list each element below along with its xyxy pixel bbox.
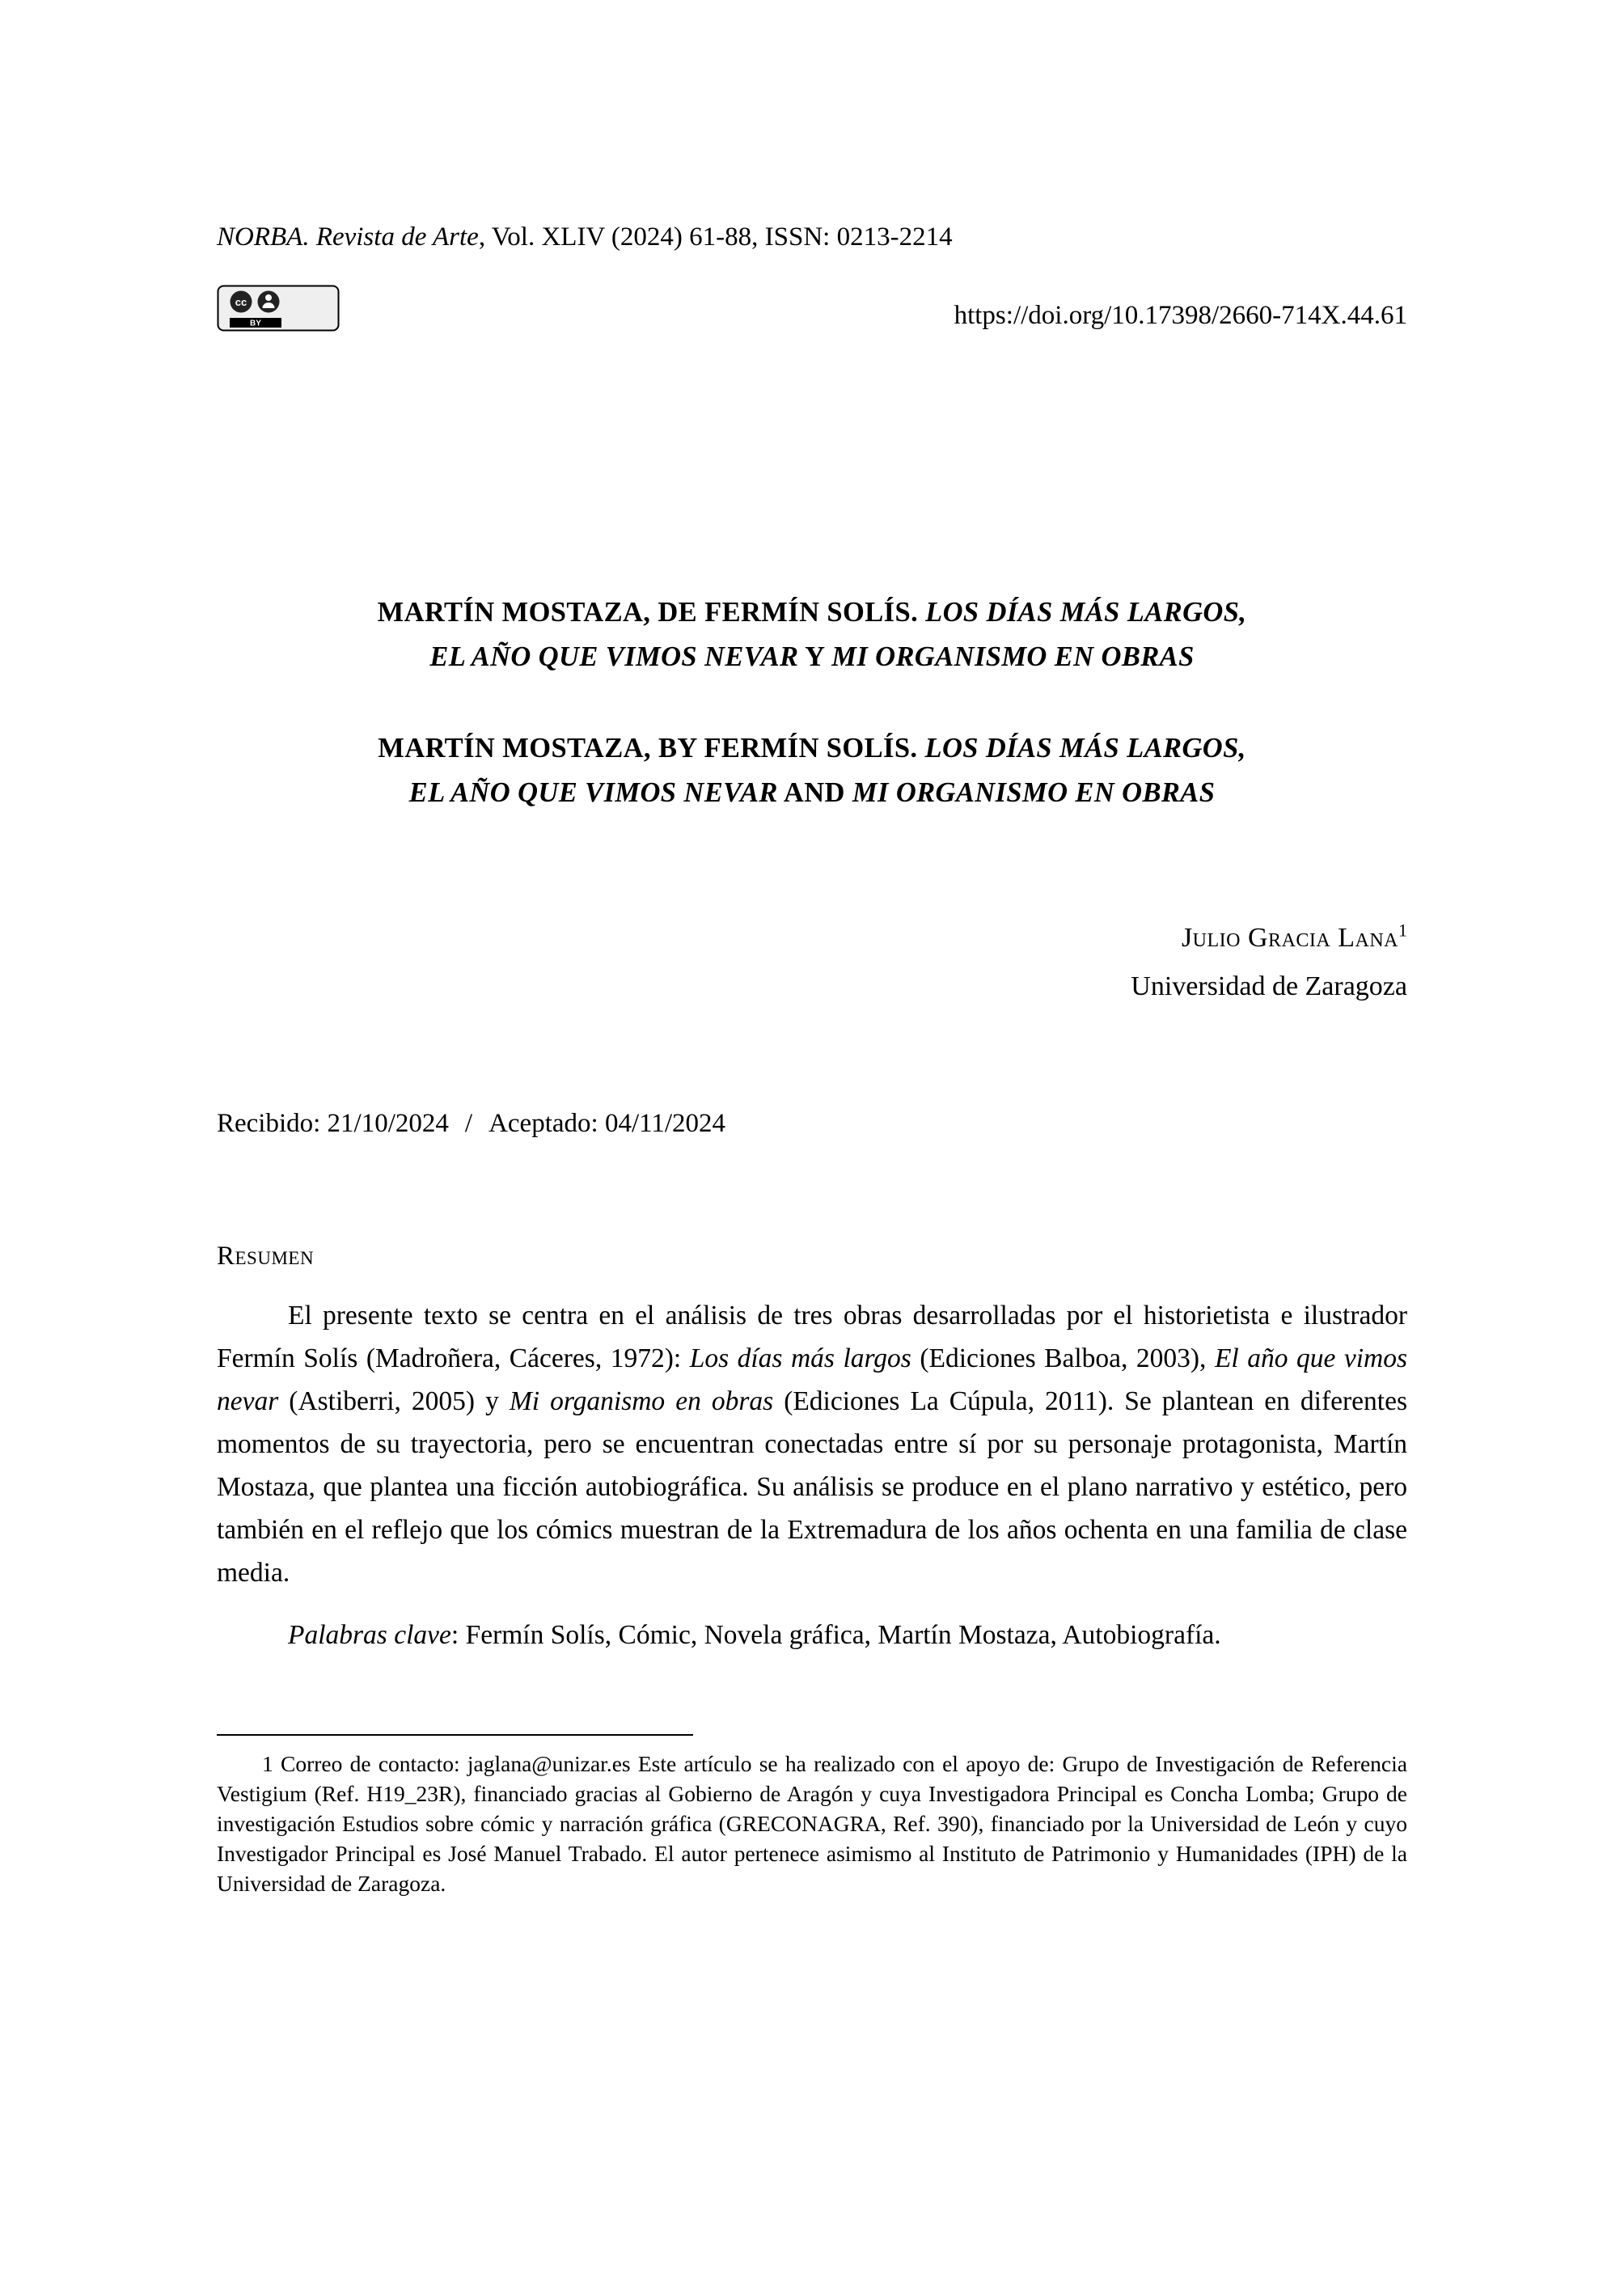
journal-volume-issn: , Vol. XLIV (2024) 61-88, ISSN: 0213-2214 <box>478 222 953 252</box>
title-english <box>217 726 1407 815</box>
abstract-text-1: El presente texto se centra en el análisis de tres obras desarrolladas por el historietista e ilustrador Fermín Solís (Madroñera, Cáceres, 1972): <box>217 1301 1407 1373</box>
abstract-work-title-1: Los días más largos <box>689 1343 911 1373</box>
abstract-heading: Resumen <box>217 1242 315 1271</box>
abstract-paragraph <box>217 1294 1407 1594</box>
dates-separator: / <box>464 1109 473 1138</box>
abstract-text-2: (Ediciones Balboa, 2003), <box>911 1343 1215 1373</box>
author-line <box>217 914 1407 962</box>
author-block <box>217 914 1407 1011</box>
doi-link[interactable]: https://doi.org/10.17398/2660-714X.44.61 <box>954 301 1407 330</box>
keywords-paragraph <box>217 1614 1407 1656</box>
title-es-roman-1: MARTÍN MOSTAZA, DE FERMÍN SOLÍS. <box>377 597 926 628</box>
title-en-work-3: MI ORGANISMO EN OBRAS <box>852 777 1216 808</box>
keywords-label: Palabras clave <box>288 1620 451 1650</box>
title-spanish <box>217 590 1407 679</box>
abstract-text-4: (Ediciones La Cúpula, 2011). Se plantean en diferentes momentos de su trayectoria, pero se encuentran conectadas entre sí por su personaje protagonista, Martín Mostaza, que plantea una ficción autobiográfica. Su análisis se produce en el plano narrativo y estético, pero también en el reflejo que los cómics muestran de la Extremadura de los años ochenta en una familia de clase media. <box>217 1386 1407 1588</box>
dates-line <box>217 1106 1407 1140</box>
journal-title: NORBA. Revista de Arte <box>217 222 479 252</box>
cc-by-license-badge[interactable] <box>217 285 340 332</box>
author-footnote-ref: 1 <box>1398 920 1407 941</box>
title-en-work-2: EL AÑO QUE VIMOS NEVAR <box>408 777 778 808</box>
abstract-text-3: (Astiberri, 2005) y <box>278 1386 510 1416</box>
journal-header <box>217 220 1407 254</box>
author-name: Julio Gracia Lana <box>1181 923 1398 953</box>
title-en-roman-1: MARTÍN MOSTAZA, BY FERMÍN SOLÍS. <box>378 733 925 764</box>
footnote-rule <box>217 1734 693 1736</box>
person-icon <box>258 291 280 313</box>
title-en-work-1: LOS DÍAS MÁS LARGOS, <box>924 733 1246 764</box>
author-affiliation: Universidad de Zaragoza <box>1131 971 1407 1001</box>
abstract-work-title-3: Mi organismo en obras <box>509 1386 774 1416</box>
title-es-work-1: LOS DÍAS MÁS LARGOS, <box>925 597 1247 628</box>
accepted-date: Aceptado: 04/11/2024 <box>488 1109 726 1138</box>
footnote-text-1: 1 Correo de contacto: <box>262 1751 467 1776</box>
received-date: Recibido: 21/10/2024 <box>217 1109 449 1138</box>
abstract-work-title-2: El año que vimos nevar <box>217 1343 1408 1416</box>
title-es-conjunction: Y <box>798 641 832 672</box>
footnote-paragraph <box>217 1749 1407 1898</box>
title-es-work-2: EL AÑO QUE VIMOS NEVAR <box>429 641 799 672</box>
footnote-text-2: Este artículo se ha realizado con el apoyo de: Grupo de Investigación de Referencia Vestigium (Ref. H19_23R), financiado gracias al Gobierno de Aragón y cuya Investigadora Principal es Concha Lomba; Grupo de investigación Estudios sobre cómic y narración gráfica (GRECONAGRA, Ref. 390), financiado por la Universidad de León y cuyo Investigador Principal es José Manuel Trabado. El autor pertenece asimismo al Instituto de Patrimonio y Humanidades (IPH) de la Universidad de Zaragoza. <box>217 1751 1407 1896</box>
badge-doi-row <box>217 285 1407 332</box>
footnote-area <box>217 1734 1407 1898</box>
by-label: BY <box>250 319 261 328</box>
title-es-work-3: MI ORGANISMO EN OBRAS <box>831 641 1195 672</box>
cc-icon-label: cc <box>235 296 247 308</box>
keywords-list: : Fermín Solís, Cómic, Novela gráfica, Martín Mostaza, Autobiografía. <box>450 1620 1221 1650</box>
title-en-conjunction: AND <box>777 777 852 808</box>
contact-email[interactable]: jaglana@unizar.es <box>467 1751 631 1776</box>
